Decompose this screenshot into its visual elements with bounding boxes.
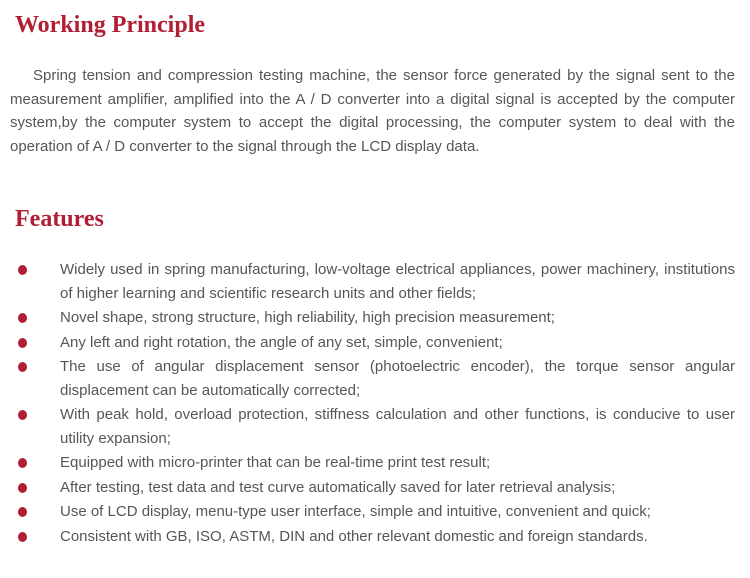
bullet-icon: [18, 338, 27, 348]
feature-list-item: [10, 355, 735, 402]
feature-list-item: [10, 476, 735, 500]
working-principle-paragraph: Spring tension and compression testing machine, the sensor force generated by the signal sent to the measurement amplifier, amplified into the A / D converter into a digital signal is accepted by the computer system,by the computer system to accept the digital processing, the computer system to deal with the operation of A / D converter to the signal through the LCD display data.: [10, 67, 735, 155]
feature-item-text: Use of LCD display, menu-type user interface, simple and intuitive, convenient and quick;: [60, 503, 651, 520]
feature-list-item: [10, 451, 735, 475]
feature-list-item: [10, 403, 735, 450]
features-heading: Features: [15, 206, 104, 232]
feature-list-item: [10, 331, 735, 355]
feature-list-item: [10, 525, 735, 549]
feature-item-text: The use of angular displacement sensor (photoelectric encoder), the torque sensor angular displacement can be automatically corrected;: [60, 358, 735, 399]
feature-item-text: Consistent with GB, ISO, ASTM, DIN and other relevant domestic and foreign standards.: [60, 527, 648, 545]
features-list: [10, 258, 735, 548]
feature-item-text: Novel shape, strong structure, high reliability, high precision measurement;: [60, 309, 555, 326]
feature-item-text: Any left and right rotation, the angle of any set, simple, convenient;: [60, 333, 503, 351]
bullet-icon: [18, 532, 27, 542]
feature-list-item: [10, 258, 735, 305]
working-principle-heading: Working Principle: [15, 12, 206, 38]
feature-item-text: After testing, test data and test curve automatically saved for later retrieval analysis;: [60, 478, 616, 496]
bullet-icon: [18, 313, 27, 323]
feature-item-text: Widely used in spring manufacturing, low-voltage electrical appliances, power machinery, institutions of higher learning and scientific research units and other fields;: [60, 261, 735, 302]
bullet-icon: [18, 410, 27, 420]
feature-item-text: Equipped with micro-printer that can be real-time print test result;: [60, 454, 491, 471]
bullet-icon: [18, 458, 27, 468]
bullet-icon: [18, 362, 27, 372]
feature-list-item: [10, 500, 735, 524]
feature-list-item: [10, 306, 735, 330]
feature-item-text: With peak hold, overload protection, stiffness calculation and other functions, is conducive to user utility expansion;: [60, 406, 735, 447]
bullet-icon: [18, 265, 27, 275]
bullet-icon: [18, 507, 27, 517]
bullet-icon: [18, 483, 27, 493]
